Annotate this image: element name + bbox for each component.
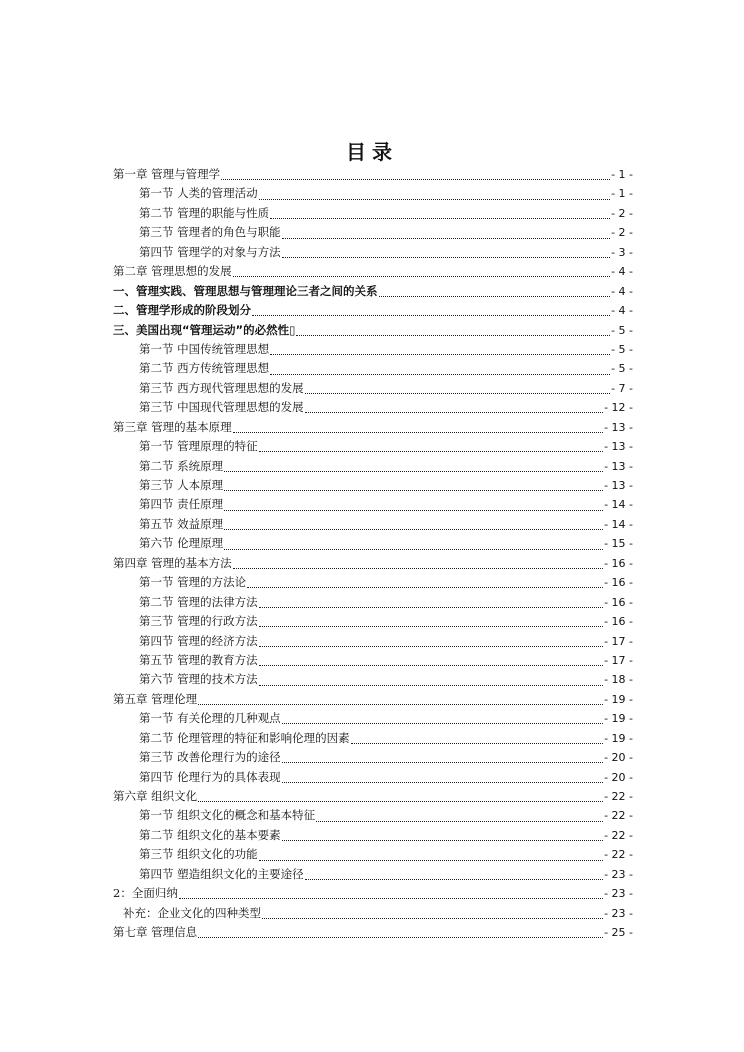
toc-entry-title: 第二节 组织文化的基本要素 — [139, 827, 281, 842]
toc-entry-title: 第三节 改善伦理行为的途径 — [139, 750, 281, 765]
toc-leader-dots — [252, 304, 610, 316]
toc-leader-dots — [233, 421, 603, 433]
toc-entry-page: - 23 - — [604, 906, 633, 920]
toc-entry-page: - 1 - — [611, 187, 633, 201]
toc-entry[interactable] — [113, 768, 633, 787]
toc-entry[interactable] — [113, 904, 633, 923]
toc-entry-title: 第四节 管理的经济方法 — [139, 633, 258, 648]
toc-leader-dots — [282, 829, 603, 841]
toc-entry[interactable] — [113, 282, 633, 301]
toc-leader-dots — [305, 868, 603, 880]
toc-entry-page: - 16 - — [604, 595, 633, 609]
toc-leader-dots — [198, 693, 603, 705]
toc-entry-title: 第四章 管理的基本方法 — [113, 555, 232, 570]
toc-entry-page: - 22 - — [604, 828, 633, 842]
toc-entry-page: - 14 - — [604, 517, 633, 531]
toc-entry-title: 第三节 西方现代管理思想的发展 — [139, 380, 304, 395]
toc-entry[interactable] — [113, 184, 633, 203]
toc-leader-dots — [282, 246, 610, 258]
toc-entry[interactable] — [113, 593, 633, 612]
toc-entry-title: 第三节 管理者的角色与职能 — [139, 225, 281, 240]
toc-entry-page: - 23 - — [604, 867, 633, 881]
toc-entry[interactable] — [113, 398, 633, 417]
toc-leader-dots — [282, 751, 603, 763]
toc-entry-title: 第六节 伦理原理 — [139, 536, 224, 551]
toc-entry-page: - 5 - — [611, 323, 633, 337]
toc-entry-title: 第一节 管理原理的特征 — [139, 439, 258, 454]
toc-entry[interactable] — [113, 243, 633, 262]
toc-entry-page: - 18 - — [604, 673, 633, 687]
toc-entry-title: 第一节 管理的方法论 — [139, 575, 247, 590]
toc-entry-title: 第三节 管理的行政方法 — [139, 614, 258, 629]
toc-entry-title: 第四节 伦理行为的具体表现 — [139, 769, 281, 784]
toc-leader-dots — [316, 810, 603, 822]
toc-entry-page: - 16 - — [604, 556, 633, 570]
toc-entry-title: 第五节 管理的教育方法 — [139, 652, 258, 667]
toc-leader-dots — [259, 635, 603, 647]
toc-leader-dots — [179, 887, 603, 899]
toc-leader-dots — [296, 324, 610, 336]
toc-leader-dots — [224, 499, 603, 511]
toc-entry-title: 第二节 管理的法律方法 — [139, 594, 258, 609]
toc-leader-dots — [379, 285, 611, 297]
toc-entry-title: 第二节 管理的职能与性质 — [139, 205, 270, 220]
toc-entry-title: 第三节 中国现代管理思想的发展 — [139, 400, 304, 415]
toc-entry[interactable] — [113, 709, 633, 728]
toc-entry-title: 二、管理学形成的阶段划分 — [113, 303, 251, 318]
toc-entry-page: - 13 - — [604, 440, 633, 454]
toc-leader-dots — [305, 401, 603, 413]
toc-entry-title: 第六章 组织文化 — [113, 789, 198, 803]
toc-entry-title: 第一节 人类的管理活动 — [139, 186, 258, 201]
toc-entry-page: - 20 - — [604, 770, 633, 784]
toc-leader-dots — [224, 460, 603, 472]
toc-leader-dots — [221, 168, 610, 180]
toc-entry-title: 第五节 效益原理 — [139, 516, 224, 531]
toc-entry-page: - 13 - — [604, 479, 633, 492]
toc-leader-dots — [233, 557, 603, 569]
toc-entry-page: - 4 - — [611, 284, 633, 298]
toc-entry-page: - 4 - — [611, 304, 633, 318]
toc-entry[interactable] — [113, 321, 633, 340]
toc-entry[interactable] — [113, 787, 633, 806]
toc-leader-dots — [282, 227, 610, 239]
toc-entry[interactable] — [113, 515, 633, 534]
toc-entry[interactable] — [113, 923, 633, 942]
toc-entry[interactable] — [113, 865, 633, 884]
toc-entry[interactable] — [113, 612, 633, 631]
toc-entry-page: - 17 - — [604, 653, 633, 667]
toc-entry-page: - 5 - — [611, 362, 633, 376]
toc-entry-page: - 19 - — [604, 731, 633, 745]
toc-entry[interactable] — [113, 262, 633, 281]
toc-entry-page: - 12 - — [604, 401, 633, 415]
toc-entry[interactable] — [113, 573, 633, 592]
toc-entry-title: 第六节 管理的技术方法 — [139, 672, 258, 687]
toc-entry-page: - 1 - — [611, 168, 633, 181]
toc-entry[interactable] — [113, 418, 633, 437]
toc-entry-page: - 14 - — [604, 498, 633, 512]
toc-entry-title: 三、美国出现“管理运动”的必然性▯ — [113, 322, 296, 337]
toc-entry[interactable] — [113, 884, 633, 903]
toc-entry-title: 第四节 责任原理 — [139, 497, 224, 512]
toc-entry[interactable] — [113, 165, 633, 184]
toc-leader-dots — [224, 479, 603, 491]
toc-entry[interactable] — [113, 340, 633, 359]
toc-entry-page: - 5 - — [611, 342, 633, 356]
toc-entry[interactable] — [113, 690, 633, 709]
toc-leader-dots — [351, 732, 603, 744]
toc-entry-page: - 20 - — [604, 751, 633, 765]
toc-entry[interactable] — [113, 534, 633, 553]
toc-leader-dots — [259, 615, 603, 627]
toc-entry-title: 第三节 组织文化的功能 — [139, 847, 258, 862]
toc-entry-title: 第三节 人本原理 — [139, 478, 224, 492]
toc-entry-page: - 22 - — [604, 809, 633, 823]
table-of-contents — [113, 165, 633, 943]
toc-entry-page: - 25 - — [604, 926, 633, 940]
toc-entry-page: - 19 - — [604, 712, 633, 726]
toc-leader-dots — [270, 343, 610, 355]
toc-entry-page: - 13 - — [604, 459, 633, 473]
toc-entry-title: 2：全面归纳 — [113, 886, 178, 901]
toc-leader-dots — [224, 518, 603, 530]
toc-entry-title: 第二节 系统原理 — [139, 458, 224, 473]
toc-entry-title: 第二章 管理思想的发展 — [113, 264, 232, 279]
page-title: 目录 — [346, 140, 398, 164]
toc-leader-dots — [270, 363, 610, 375]
toc-entry[interactable] — [113, 845, 633, 864]
toc-entry-page: - 2 - — [611, 206, 633, 220]
toc-entry-page: - 19 - — [604, 692, 633, 706]
toc-entry-page: - 7 - — [611, 381, 633, 395]
toc-leader-dots — [259, 440, 603, 452]
toc-entry-title: 第二节 西方传统管理思想 — [139, 361, 270, 376]
toc-entry-title: 第四节 管理学的对象与方法 — [139, 244, 281, 259]
toc-entry-title: 第一节 中国传统管理思想 — [139, 341, 270, 356]
toc-entry[interactable] — [113, 379, 633, 398]
toc-entry[interactable] — [113, 359, 633, 378]
toc-entry-title: 一、管理实践、管理思想与管理理论三者之间的关系 — [113, 283, 378, 298]
toc-entry-page: - 13 - — [604, 420, 633, 434]
toc-leader-dots — [224, 538, 603, 550]
toc-entry-page: - 16 - — [604, 576, 633, 590]
toc-leader-dots — [282, 712, 603, 724]
toc-entry-page: - 4 - — [611, 265, 633, 279]
toc-entry[interactable] — [113, 495, 633, 514]
toc-entry[interactable] — [113, 651, 633, 670]
toc-leader-dots — [262, 907, 603, 919]
toc-entry[interactable] — [113, 204, 633, 223]
toc-entry-page: - 3 - — [611, 245, 633, 259]
toc-entry[interactable] — [113, 476, 633, 495]
toc-leader-dots — [233, 265, 610, 277]
toc-entry-page: - 17 - — [604, 634, 633, 648]
toc-entry-title: 第二节 伦理管理的特征和影响伦理的因素 — [139, 730, 350, 745]
toc-entry[interactable] — [113, 748, 633, 767]
toc-entry-title: 第四节 塑造组织文化的主要途径 — [139, 866, 304, 881]
toc-leader-dots — [259, 596, 603, 608]
toc-entry-title: 第一章 管理与管理学 — [113, 167, 221, 181]
toc-entry-title: 第一节 有关伦理的几种观点 — [139, 711, 281, 726]
toc-entry-page: - 15 - — [604, 537, 633, 551]
toc-leader-dots — [270, 207, 610, 219]
toc-entry[interactable] — [113, 729, 633, 748]
toc-entry-title: 第七章 管理信息 — [113, 925, 198, 940]
toc-leader-dots — [259, 849, 603, 861]
toc-entry[interactable] — [113, 554, 633, 573]
toc-entry-title: 第三章 管理的基本原理 — [113, 419, 232, 434]
toc-entry-page: - 23 - — [604, 887, 633, 901]
toc-leader-dots — [247, 576, 603, 588]
toc-leader-dots — [259, 674, 603, 686]
toc-entry-page: - 22 - — [604, 848, 633, 862]
toc-leader-dots — [259, 188, 610, 200]
toc-entry[interactable] — [113, 457, 633, 476]
toc-entry[interactable] — [113, 806, 633, 825]
toc-entry-title: 补充：企业文化的四种类型 — [123, 905, 261, 920]
toc-entry-title: 第一节 组织文化的概念和基本特征 — [139, 808, 316, 823]
toc-entry[interactable] — [113, 223, 633, 242]
toc-entry[interactable] — [113, 437, 633, 456]
toc-entry-page: - 22 - — [604, 790, 633, 803]
toc-entry-title: 第五章 管理伦理 — [113, 691, 198, 706]
toc-entry[interactable] — [113, 670, 633, 689]
toc-leader-dots — [198, 926, 603, 938]
toc-leader-dots — [198, 790, 603, 802]
toc-leader-dots — [282, 771, 603, 783]
toc-leader-dots — [305, 382, 610, 394]
toc-entry[interactable] — [113, 632, 633, 651]
toc-entry[interactable] — [113, 301, 633, 320]
toc-leader-dots — [259, 654, 603, 666]
toc-entry-page: - 2 - — [611, 226, 633, 240]
toc-entry-page: - 16 - — [604, 615, 633, 629]
toc-entry[interactable] — [113, 826, 633, 845]
